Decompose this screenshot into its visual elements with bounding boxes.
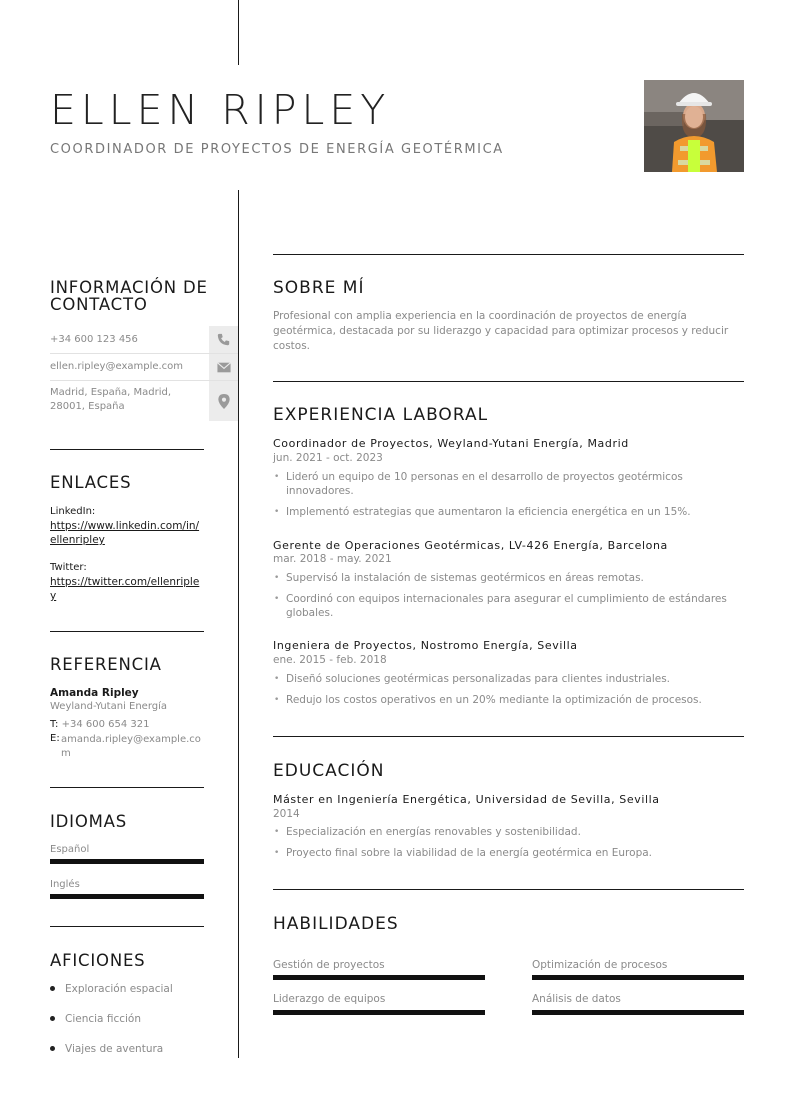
skill-level-bar bbox=[532, 975, 744, 980]
divider-reference bbox=[50, 787, 204, 788]
hobby-item: Ciencia ficción bbox=[50, 1013, 141, 1025]
job-title: Gerente de Operaciones Geotérmicas, LV-426 Energía, Barcelona bbox=[273, 539, 668, 552]
email-icon bbox=[209, 354, 238, 380]
bullet-icon bbox=[50, 1016, 55, 1021]
job-dates: jun. 2021 - oct. 2023 bbox=[273, 452, 383, 464]
degree-year: 2014 bbox=[273, 808, 300, 820]
skill-label: Análisis de datos bbox=[532, 993, 621, 1005]
about-heading: SOBRE MÍ bbox=[273, 278, 365, 298]
candidate-name: ELLEN RIPLEY bbox=[50, 86, 391, 134]
contact-email: ellen.ripley@example.com bbox=[50, 361, 184, 372]
candidate-role: COORDINADOR DE PROYECTOS DE ENERGÍA GEOTÉRMICA bbox=[50, 142, 504, 157]
location-icon bbox=[209, 381, 238, 421]
experience-heading: EXPERIENCIA LABORAL bbox=[273, 405, 489, 425]
about-text: Profesional con amplia experiencia en la coordinación de proyectos de energía geotérmica, destacada por su liderazgo y capacidad para optimizar procesos y reducir costos. bbox=[273, 310, 729, 352]
reference-company: Weyland-Yutani Energía bbox=[50, 701, 168, 712]
language-label: Español bbox=[50, 844, 90, 855]
phone-icon bbox=[209, 326, 238, 353]
bullet-icon bbox=[50, 1046, 55, 1051]
job-dates: ene. 2015 - feb. 2018 bbox=[273, 654, 387, 666]
divider-languages bbox=[50, 926, 204, 927]
hobby-item: Exploración espacial bbox=[50, 983, 173, 995]
links-heading: ENLACES bbox=[50, 473, 132, 492]
linkedin-label: LinkedIn: bbox=[50, 506, 96, 517]
skill-level-bar bbox=[273, 1010, 485, 1015]
skill-level-bar bbox=[273, 975, 485, 980]
reference-phone-label: T: bbox=[50, 719, 59, 730]
education-bullets bbox=[273, 825, 744, 867]
reference-phone-line bbox=[50, 719, 149, 730]
reference-email-label: E: bbox=[50, 733, 60, 744]
skills-heading: HABILIDADES bbox=[273, 914, 399, 934]
contact-address: Madrid, España, Madrid, 28001, España bbox=[50, 387, 172, 412]
divider-education bbox=[273, 736, 744, 737]
twitter-link[interactable]: https://twitter.com/ellenripley bbox=[50, 576, 200, 602]
skill-label: Liderazgo de equipos bbox=[273, 993, 386, 1005]
education-heading: EDUCACIÓN bbox=[273, 761, 385, 781]
divider-skills bbox=[273, 889, 744, 890]
job-bullet: • Implementó estrategias que aumentaron la eficiencia energética en un 15%. bbox=[273, 505, 744, 519]
profile-photo bbox=[644, 80, 744, 172]
job-bullet: • Diseñó soluciones geotérmicas personalizadas para clientes industriales. bbox=[273, 672, 744, 686]
language-label: Inglés bbox=[50, 879, 80, 890]
skill-label: Optimización de procesos bbox=[532, 959, 668, 971]
reference-email: amanda.ripley@example.com bbox=[61, 734, 201, 759]
job-title: Ingeniera de Proyectos, Nostromo Energía, Sevilla bbox=[273, 639, 578, 652]
reference-heading: REFERENCIA bbox=[50, 655, 162, 674]
job-bullets bbox=[273, 470, 744, 526]
divider-links bbox=[50, 631, 204, 632]
twitter-label: Twitter: bbox=[50, 562, 87, 573]
job-bullets bbox=[273, 672, 744, 714]
contact-heading: INFORMACIÓN DE CONTACTO bbox=[50, 278, 208, 314]
job-bullet: • Coordinó con equipos internacionales para asegurar el cumplimiento de estándares globales. bbox=[273, 592, 744, 620]
job-bullet: • Supervisó la instalación de sistemas geotérmicos en áreas remotas. bbox=[273, 571, 744, 585]
education-bullet: • Especialización en energías renovables y sostenibilidad. bbox=[273, 825, 744, 839]
degree-title: Máster en Ingeniería Energética, Universidad de Sevilla, Sevilla bbox=[273, 793, 660, 806]
job-title: Coordinador de Proyectos, Weyland-Yutani Energía, Madrid bbox=[273, 437, 629, 450]
skill-level-bar bbox=[532, 1010, 744, 1015]
language-level-bar bbox=[50, 859, 204, 864]
contact-phone: +34 600 123 456 bbox=[50, 334, 138, 345]
languages-heading: IDIOMAS bbox=[50, 812, 128, 831]
reference-phone: +34 600 654 321 bbox=[61, 719, 150, 730]
skill-label: Gestión de proyectos bbox=[273, 959, 385, 971]
education-bullet: • Proyecto final sobre la viabilidad de la energía geotérmica en Europa. bbox=[273, 846, 744, 860]
reference-name: Amanda Ripley bbox=[50, 687, 139, 699]
bullet-icon bbox=[50, 986, 55, 991]
job-bullet: • Redujo los costos operativos en un 20% mediante la optimización de procesos. bbox=[273, 693, 744, 707]
job-bullets bbox=[273, 571, 744, 627]
linkedin-link[interactable]: https://www.linkedin.com/in/ellenripley bbox=[50, 520, 200, 546]
hobbies-heading: AFICIONES bbox=[50, 951, 146, 970]
top-divider-line bbox=[238, 0, 239, 65]
divider-experience bbox=[273, 381, 744, 382]
hobby-item: Viajes de aventura bbox=[50, 1043, 163, 1055]
column-divider-line bbox=[238, 190, 239, 1058]
job-bullet: • Lideró un equipo de 10 personas en el desarrollo de proyectos geotérmicos innovadores. bbox=[273, 470, 744, 498]
divider-about bbox=[273, 254, 744, 255]
language-level-bar bbox=[50, 894, 204, 899]
job-dates: mar. 2018 - may. 2021 bbox=[273, 553, 392, 565]
divider-contact bbox=[50, 449, 204, 450]
